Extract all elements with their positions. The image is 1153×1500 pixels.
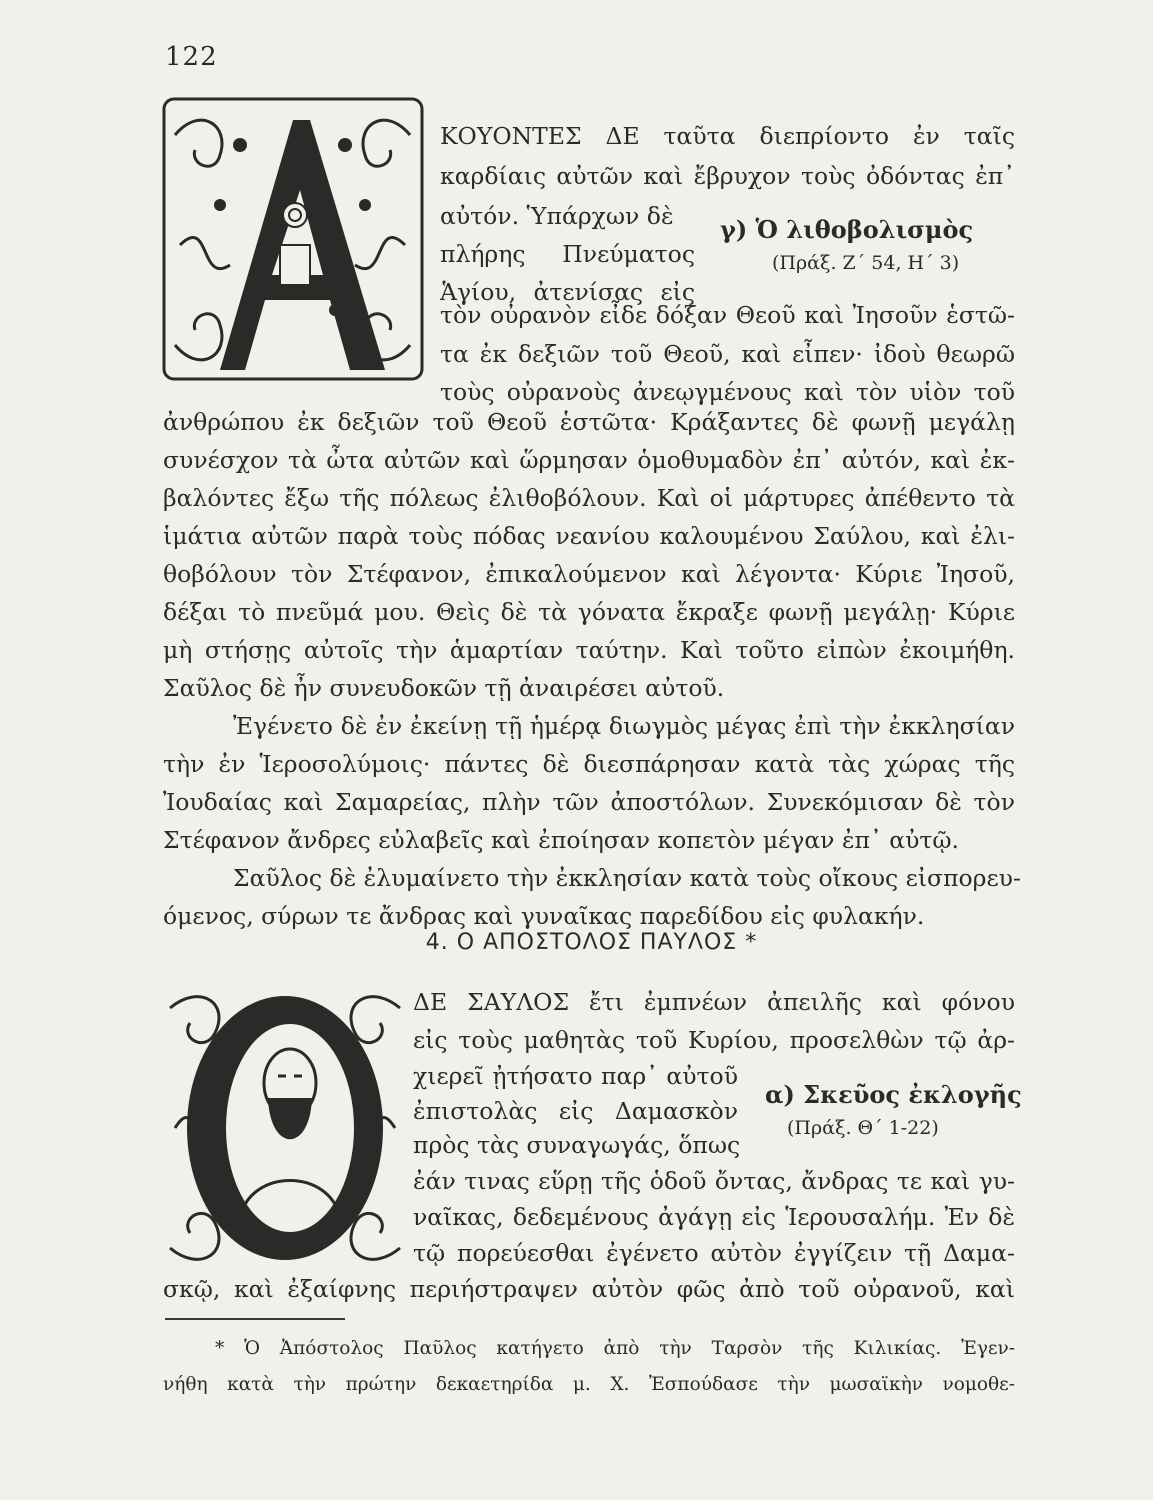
paragraph-line: Σαῦλος δὲ ἐλυμαίνετο τὴν ἐκκλησίαν κατὰ τοὺς οἴκους εἰσπορευ- bbox=[233, 864, 1021, 892]
paragraph-line: ἀνθρώπου ἐκ δεξιῶν τοῦ Θεοῦ ἑστῶτα· Κράξαντες δὲ φωνῇ μεγάλῃ bbox=[163, 408, 1015, 436]
illuminated-initial-a bbox=[160, 95, 428, 385]
paragraph-line: βαλόντες ἔξω τῆς πόλεως ἐλιθοβόλουν. Καὶ οἱ μάρτυρες ἀπέθεντο τὰ bbox=[163, 484, 1015, 512]
paragraph-line: πρὸς τὰς συναγωγάς, ὅπως bbox=[413, 1131, 741, 1159]
paragraph-line: πλήρης Πνεύματος bbox=[440, 240, 695, 268]
section-heading: 4. Ο ΑΠΟΣΤΟΛΟΣ ΠΑΥΛΟΣ * bbox=[425, 930, 758, 955]
illuminated-initial-o bbox=[160, 978, 410, 1276]
paragraph-line: ἱμάτια αὐτῶν παρὰ τοὺς πόδας νεανίου καλουμένου Σαύλου, καὶ ἐλι- bbox=[163, 522, 1015, 550]
paragraph-line: ΔΕ ΣΑΥΛΟΣ ἔτι ἐμπνέων ἀπειλῆς καὶ φόνου bbox=[413, 988, 1015, 1016]
footnote-line: νήθη κατὰ τὴν πρώτην δεκαετηρίδα μ. Χ. Ἐσπούδασε τὴν μωσαϊκὴν νομοθε- bbox=[163, 1374, 1015, 1395]
footnote-line: * Ὁ Ἀπόστολος Παῦλος κατήγετο ἀπὸ τὴν Ταρσὸν τῆς Κιλικίας. Ἐγεν- bbox=[215, 1338, 1015, 1359]
subsection-heading: α) Σκεῦος ἐκλογῆς bbox=[765, 1080, 1022, 1109]
subsection-heading: γ) Ὁ λιθοβολισμὸς bbox=[720, 215, 974, 244]
paragraph-line: συνέσχον τὰ ὦτα αὐτῶν καὶ ὥρμησαν ὁμοθυμαδὸν ἐπ᾽ αὐτόν, καὶ ἐκ- bbox=[163, 446, 1015, 474]
paragraph-line: Σαῦλος δὲ ἦν συνευδοκῶν τῇ ἀναιρέσει αὐτοῦ. bbox=[163, 674, 725, 702]
paragraph-line: τῷ πορεύεσθαι ἐγένετο αὐτὸν ἐγγίζειν τῇ Δαμα- bbox=[413, 1239, 1015, 1267]
paragraph-line: καρδίαις αὐτῶν καὶ ἔβρυχον τοὺς ὀδόντας ἐπ᾽ bbox=[440, 162, 1015, 190]
paragraph-line: όμενος, σύρων τε ἄνδρας καὶ γυναῖκας παρεδίδου εἰς φυλακήν. bbox=[163, 902, 925, 930]
paragraph-line: Ἰουδαίας καὶ Σαμαρείας, πλὴν τῶν ἀποστόλων. Συνεκόμισαν δὲ τὸν bbox=[163, 788, 1015, 816]
paragraph-line: ναῖκας, δεδεμένους ἀγάγῃ εἰς Ἱερουσαλήμ. Ἐν δὲ bbox=[413, 1203, 1015, 1231]
paragraph-line: ἐπιστολὰς εἰς Δαμασκὸν bbox=[413, 1097, 738, 1125]
paragraph-line: τὸν οὐρανὸν εἶδε δόξαν Θεοῦ καὶ Ἰησοῦν ἑστῶ- bbox=[440, 301, 1015, 329]
scripture-reference: (Πράξ. Ζ΄ 54, Η΄ 3) bbox=[772, 252, 960, 274]
paragraph-line: τοὺς οὐρανοὺς ἀνεῳγμένους καὶ τὸν υἱὸν τοῦ bbox=[440, 378, 1015, 406]
paragraph-line: μὴ στήσῃς αὐτοῖς τὴν ἁμαρτίαν ταύτην. Καὶ τοῦτο εἰπὼν ἐκοιμήθη. bbox=[163, 636, 1015, 664]
paragraph-line: τα ἐκ δεξιῶν τοῦ Θεοῦ, καὶ εἶπεν· ἰδοὺ θεωρῶ bbox=[440, 340, 1015, 368]
paragraph-line: Ἐγένετο δὲ ἐν ἐκείνῃ τῇ ἡμέρᾳ διωγμὸς μέγας ἐπὶ τὴν ἐκκλησίαν bbox=[233, 712, 1015, 740]
paragraph-line: θοβόλουν τὸν Στέφανον, ἐπικαλούμενον καὶ λέγοντα· Κύριε Ἰησοῦ, bbox=[163, 560, 1015, 588]
paragraph-line: Στέφανον ἄνδρες εὐλαβεῖς καὶ ἐποίησαν κοπετὸν μέγαν ἐπ᾽ αὐτῷ. bbox=[163, 826, 960, 854]
paragraph-line: αὐτόν. Ὑπάρχων δὲ bbox=[440, 202, 674, 230]
page-number: 122 bbox=[165, 42, 218, 72]
paragraph-line: ἐάν τινας εὕρῃ τῆς ὁδοῦ ὄντας, ἄνδρας τε καὶ γυ- bbox=[413, 1167, 1015, 1195]
scripture-reference: (Πράξ. Θ΄ 1-22) bbox=[787, 1117, 939, 1139]
footnote-rule bbox=[165, 1318, 345, 1320]
paragraph-line: τὴν ἐν Ἱεροσολύμοις· πάντες δὲ διεσπάρησαν κατὰ τὰς χώρας τῆς bbox=[163, 750, 1015, 778]
paragraph-line: δέξαι τὸ πνεῦμά μου. Θεὶς δὲ τὰ γόνατα ἔκραξε φωνῇ μεγάλῃ· Κύριε bbox=[163, 598, 1015, 626]
paragraph-line: εἰς τοὺς μαθητὰς τοῦ Κυρίου, προσελθὼν τῷ ἀρ- bbox=[413, 1026, 1015, 1054]
paragraph-line: σκῷ, καὶ ἐξαίφνης περιήστραψεν αὐτὸν φῶς ἀπὸ τοῦ οὐρανοῦ, καὶ bbox=[163, 1275, 1015, 1303]
paragraph-line: ΚΟΥΟΝΤΕΣ ΔΕ ταῦτα διεπρίοντο ἐν ταῖς bbox=[440, 122, 1015, 150]
paragraph-line: χιερεῖ ᾐτήσατο παρ᾽ αὐτοῦ bbox=[413, 1062, 738, 1090]
paragraph-line: Ἁγίου, ἀτενίσας εἰς bbox=[440, 278, 695, 306]
